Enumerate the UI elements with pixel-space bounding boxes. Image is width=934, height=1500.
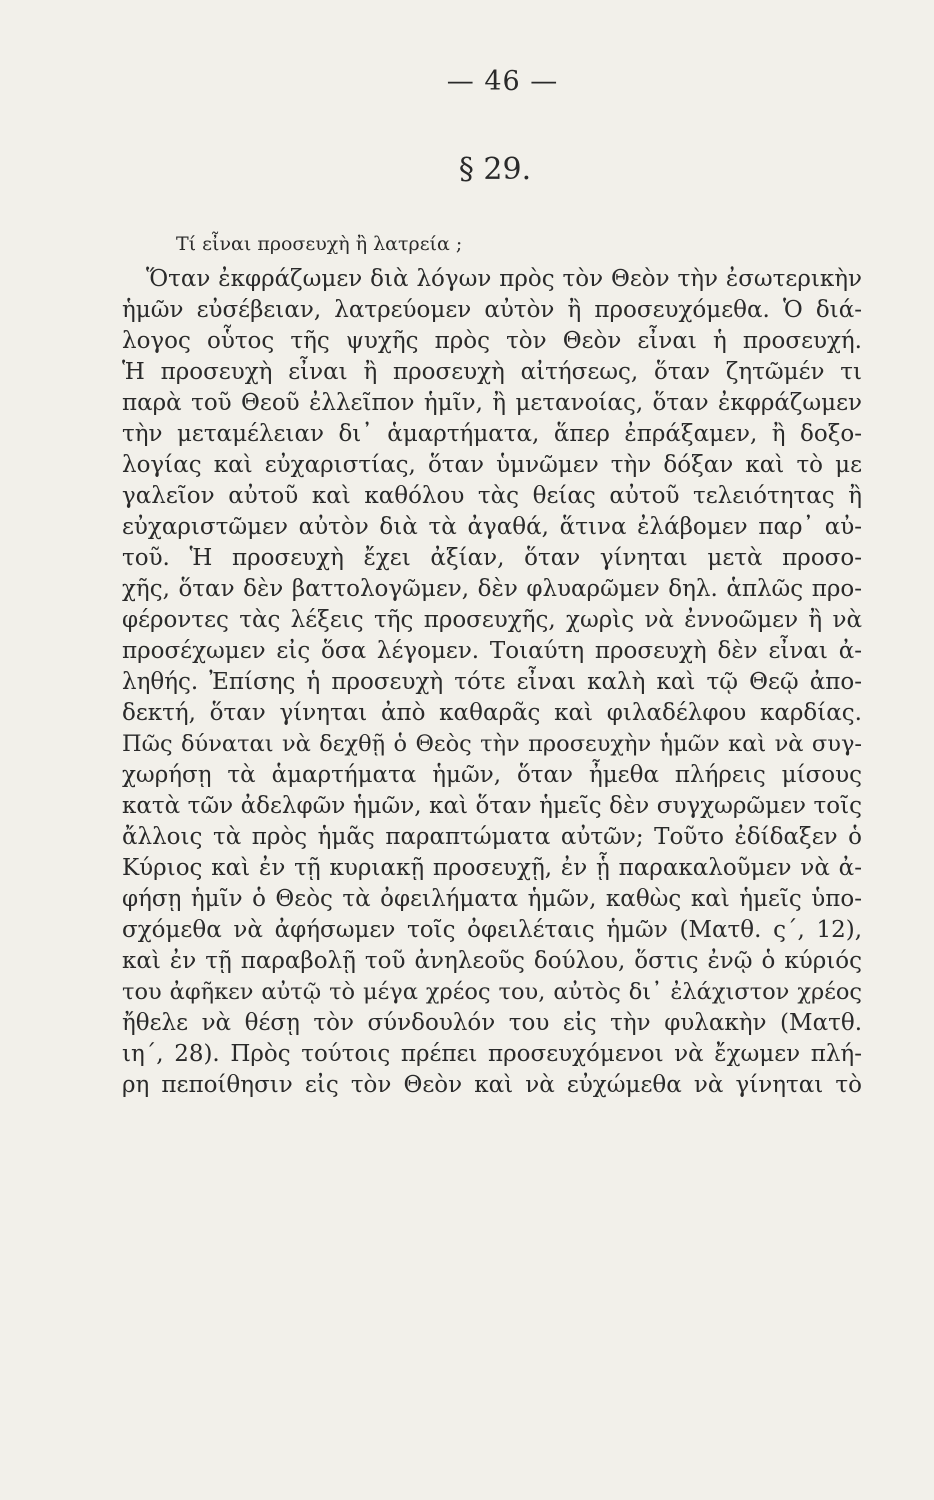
text-line: δεκτή, ὅταν γίνηται ἀπὸ καθαρᾶς καὶ φιλαδέλφου καρδίας. (122, 700, 862, 726)
text-line: τοῦ. Ἡ προσευχὴ ἔχει ἀξίαν, ὅταν γίνηται μετὰ προσο- (122, 545, 862, 571)
text-line: ἄλλοις τὰ πρὸς ἡμᾶς παραπτώματα αὐτῶν; Τοῦτο ἐδίδαξεν ὁ (122, 824, 862, 850)
text-line: ρη πεποίθησιν εἰς τὸν Θεὸν καὶ νὰ εὐχώμεθα νὰ γίνηται τὸ (122, 1072, 862, 1098)
text-line: Ἡ προσευχὴ εἶναι ἢ προσευχὴ αἰτήσεως, ὅταν ζητῶμέν τι (122, 359, 862, 385)
text-line: ιη΄, 28). Πρὸς τούτοις πρέπει προσευχόμενοι νὰ ἔχωμεν πλή- (122, 1041, 862, 1067)
text-line: λογίας καὶ εὐχαριστίας, ὅταν ὑμνῶμεν τὴν δόξαν καὶ τὸ με (122, 452, 862, 478)
text-line: κατὰ τῶν ἀδελφῶν ἡμῶν, καὶ ὅταν ἡμεῖς δὲν συγχωρῶμεν τοῖς (122, 793, 862, 819)
text-line: προσέχωμεν εἰς ὅσα λέγομεν. Τοιαύτη προσευχὴ δὲν εἶναι ἀ- (122, 638, 862, 664)
text-line: Πῶς δύναται νὰ δεχθῇ ὁ Θεὸς τὴν προσευχὴν ἡμῶν καὶ νὰ συγ- (122, 731, 862, 757)
text-line: ἤθελε νὰ θέσῃ τὸν σύνδουλόν του εἰς τὴν φυλακὴν (Ματθ. (122, 1010, 862, 1036)
text-line: χῆς, ὅταν δὲν βαττολογῶμεν, δὲν φλυαρῶμεν δηλ. ἁπλῶς προ- (122, 576, 862, 602)
text-line: Ὅταν ἐκφράζωμεν διὰ λόγων πρὸς τὸν Θεὸν τὴν ἐσωτερικὴν (146, 266, 862, 292)
body-text (122, 264, 862, 1101)
page-number: — 46 — (446, 66, 559, 97)
text-line: παρὰ τοῦ Θεοῦ ἐλλεῖπον ἡμῖν, ἢ μετανοίας, ὅταν ἐκφράζωμεν (122, 390, 862, 416)
text-line: ληθής. Ἐπίσης ἡ προσευχὴ τότε εἶναι καλὴ καὶ τῷ Θεῷ ἀπο- (122, 669, 862, 695)
text-line: γαλεῖον αὐτοῦ καὶ καθόλου τὰς θείας αὐτοῦ τελειότητας ἢ (122, 483, 862, 509)
text-line: φέροντες τὰς λέξεις τῆς προσευχῆς, χωρὶς νὰ ἐννοῶμεν ἢ νὰ (122, 607, 862, 633)
text-line: καὶ ἐν τῇ παραβολῇ τοῦ ἀνηλεοῦς δούλου, ὅστις ἐνῷ ὁ κύριός (122, 948, 862, 974)
section-question: Τί εἶναι προσευχὴ ἢ λατρεία ; (176, 233, 463, 255)
text-line: ἡμῶν εὐσέβειαν, λατρεύομεν αὐτὸν ἢ προσευχόμεθα. Ὁ διά- (122, 297, 862, 323)
text-line: φήσῃ ἡμῖν ὁ Θεὸς τὰ ὀφειλήματα ἡμῶν, καθὼς καὶ ἡμεῖς ὑπο- (122, 886, 862, 912)
text-line: λογος οὗτος τῆς ψυχῆς πρὸς τὸν Θεὸν εἶναι ἡ προσευχή. (122, 328, 862, 354)
text-line: τὴν μεταμέλειαν δι᾽ ἁμαρτήματα, ἅπερ ἐπράξαμεν, ἢ δοξο- (122, 421, 862, 447)
text-line: σχόμεθα νὰ ἀφήσωμεν τοῖς ὀφειλέταις ἡμῶν (Ματθ. ς΄, 12), (122, 917, 862, 943)
section-heading: § 29. (458, 152, 532, 187)
text-line: Κύριος καὶ ἐν τῇ κυριακῇ προσευχῇ, ἐν ᾗ παρακαλοῦμεν νὰ ἀ- (122, 855, 862, 881)
text-line: εὐχαριστῶμεν αὐτὸν διὰ τὰ ἀγαθά, ἅτινα ἐλάβομεν παρ᾽ αὐ- (122, 514, 862, 540)
text-line: χωρήσῃ τὰ ἁμαρτήματα ἡμῶν, ὅταν ἦμεθα πλήρεις μίσους (122, 762, 862, 788)
text-line: του ἀφῆκεν αὐτῷ τὸ μέγα χρέος του, αὐτὸς δι᾽ ἐλάχιστον χρέος (122, 979, 862, 1005)
